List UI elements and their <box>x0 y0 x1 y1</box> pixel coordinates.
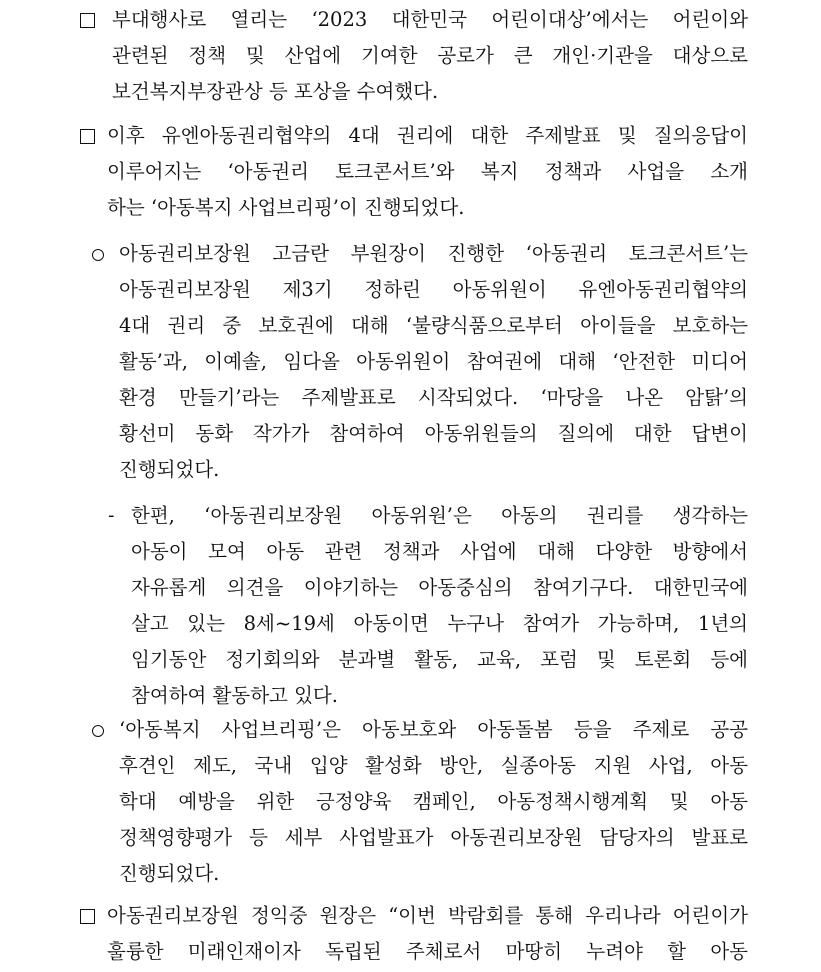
text-line: 하는 ‘아동복지 사업브리핑’이 진행되었다. <box>107 196 465 219</box>
text-line: 아동권리보장원 정익중 원장은 “이번 박람회를 통해 우리나라 어린이가 <box>107 904 748 927</box>
text-line: 4대 권리 중 보호권에 대해 ‘불량식품으로부터 아이들을 보호하는 <box>119 314 748 337</box>
text-line: 환경 만들기’라는 주제발표로 시작되었다. ‘마당을 나온 암탉’의 <box>119 386 748 409</box>
text-line: 훌륭한 미래인재이자 독립된 주체로서 마땅히 누려야 할 아동 <box>107 940 748 963</box>
paragraph-text <box>119 236 748 488</box>
text-line: 참여하여 활동하고 있다. <box>131 684 338 707</box>
text-line: 자유롭게 의견을 이야기하는 아동중심의 참여기구다. 대한민국에 <box>131 576 748 599</box>
text-line: 보건복지부장관상 등 포상을 수여했다. <box>112 80 439 103</box>
paragraph-text <box>119 712 748 892</box>
text-line: 학대 예방을 위한 긍정양육 캠페인, 아동정책시행계획 및 아동 <box>119 790 748 813</box>
text-line: 진행되었다. <box>119 458 220 481</box>
circle-bullet-icon <box>92 712 104 749</box>
paragraph-text <box>107 898 748 970</box>
paragraph-text <box>112 2 748 110</box>
text-line: 이후 유엔아동권리협약의 4대 권리에 대한 주제발표 및 질의응답이 <box>107 124 748 147</box>
text-line: 황선미 동화 작가가 참여하여 아동위원들의 질의에 대한 답변이 <box>119 422 748 445</box>
paragraph-text <box>131 498 748 714</box>
square-bullet-icon <box>80 2 95 40</box>
text-line: 정책영향평가 등 세부 사업발표가 아동권리보장원 담당자의 발표로 <box>119 826 748 849</box>
text-line: 임기동안 정기회의와 분과별 활동, 교육, 포럼 및 토론회 등에 <box>131 648 748 671</box>
text-line: 부대행사로 열리는 ‘2023 대한민국 어린이대상’에서는 어린이와 <box>112 8 748 31</box>
text-line: 아동권리보장원 제3기 정하린 아동위원이 유엔아동권리협약의 <box>119 278 748 301</box>
text-line: 후견인 제도, 국내 입양 활성화 방안, 실종아동 지원 사업, 아동 <box>119 754 748 777</box>
text-line: 관련된 정책 및 산업에 기여한 공로가 큰 개인·기관을 대상으로 <box>112 44 748 67</box>
text-line: 살고 있는 8세~19세 아동이면 누구나 참여가 가능하며, 1년의 <box>131 612 748 635</box>
text-line: ‘아동복지 사업브리핑’은 아동보호와 아동돌봄 등을 주제로 공공 <box>119 718 748 741</box>
dash-bullet: - <box>108 505 115 526</box>
text-line: 한편, ‘아동권리보장원 아동위원’은 아동의 권리를 생각하는 <box>131 504 748 527</box>
text-line: 진행되었다. <box>119 862 220 885</box>
text-line: 이루어지는 ‘아동권리 토크콘서트’와 복지 정책과 사업을 소개 <box>107 160 748 183</box>
circle-bullet-icon <box>92 236 104 273</box>
paragraph-text <box>107 118 748 226</box>
square-bullet-icon <box>80 898 95 936</box>
text-line: 아동이 모여 아동 관련 정책과 사업에 대해 다양한 방향에서 <box>131 540 748 563</box>
text-line: 활동’과, 이예솔, 임다올 아동위원이 참여권에 대해 ‘안전한 미디어 <box>119 350 748 373</box>
square-bullet-icon <box>80 118 95 156</box>
text-line: 아동권리보장원 고금란 부원장이 진행한 ‘아동권리 토크콘서트’는 <box>119 242 748 265</box>
